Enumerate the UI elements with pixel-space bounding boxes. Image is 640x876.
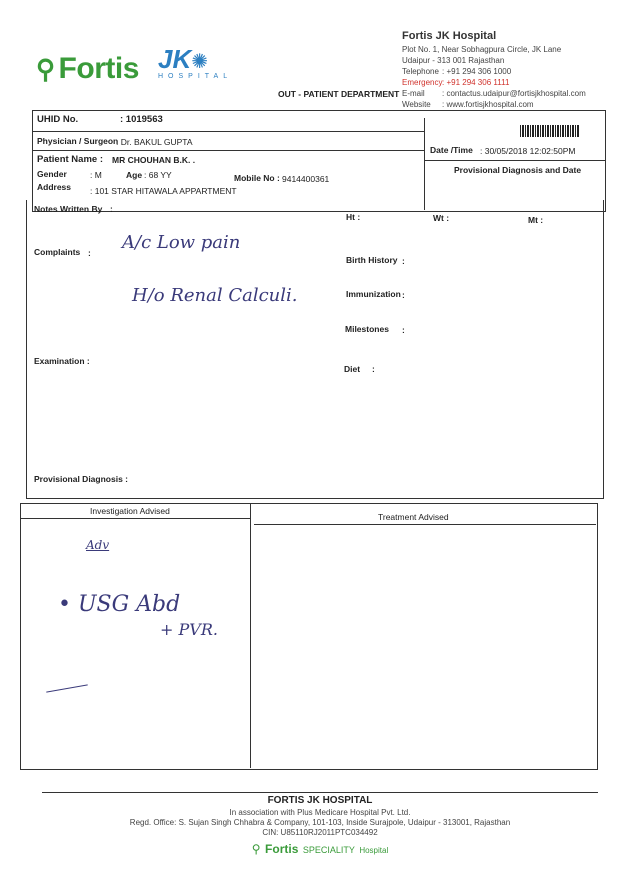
gender-value: : M	[90, 170, 102, 180]
complaints-label: Complaints	[34, 247, 81, 257]
address-line-1: Plot No. 1, Near Sobhagpura Circle, JK Lane	[402, 45, 562, 54]
uhid-label: UHID No.	[37, 114, 79, 125]
footer-brand: ⚲ Fortis SPECIALITY Hospital	[251, 842, 389, 856]
website-label: Website	[402, 100, 431, 109]
immunization-label: Immunization	[346, 289, 401, 299]
fortis-person-icon: ⚲	[36, 54, 55, 84]
email-label: E-mail	[402, 89, 425, 98]
emergency-label: Emergency	[402, 78, 443, 87]
weight-label: Wt :	[433, 213, 450, 223]
handwritten-pvr: + PVR.	[160, 620, 218, 639]
footer-title: FORTIS JK HOSPITAL	[267, 795, 373, 806]
address-line-2: Udaipur - 313 001 Rajasthan	[402, 56, 505, 65]
department-title: OUT - PATIENT DEPARTMENT	[278, 89, 400, 99]
website-value: : www.fortisjkhospital.com	[442, 100, 534, 109]
footer-line-3: CIN: U85110RJ2011PTC034492	[262, 828, 378, 837]
birth-history-label: Birth History	[346, 255, 398, 265]
footer-line-1: In association with Plus Medicare Hospital Pvt. Ltd.	[229, 808, 411, 817]
fortis-person-icon: ⚲	[251, 842, 261, 856]
provisional-diagnosis-date-label: Provisional Diagnosis and Date	[454, 165, 582, 175]
mobile-label: Mobile No :	[234, 173, 280, 183]
handwritten-complaint-2: H/o Renal Calculi.	[132, 285, 298, 306]
diet-label: Diet	[344, 364, 361, 374]
handwritten-adv: Adv	[86, 538, 110, 552]
address-value: : 101 STAR HITAWALA APPARTMENT	[90, 186, 237, 196]
age-label: Age	[126, 170, 143, 180]
jk-hospital-logo: JK✺ HOSPITAL	[158, 44, 233, 80]
fortis-logo: ⚲ Fortis	[36, 52, 139, 85]
age-value: : 68 YY	[144, 170, 172, 180]
telephone-value: : +91 294 306 1000	[442, 67, 512, 76]
datetime-value: : 30/05/2018 12:02:50PM	[480, 146, 576, 156]
gender-label: Gender	[37, 169, 67, 179]
patient-name-value: MR CHOUHAN B.K. .	[112, 155, 196, 165]
notes-written-by-label: Notes Written By	[34, 204, 103, 214]
hospital-name: Fortis JK Hospital	[402, 30, 497, 42]
physician-label: Physician / Surgeon	[37, 136, 119, 146]
provisional-diagnosis-label: Provisional Diagnosis :	[34, 474, 128, 484]
height-label: Ht :	[346, 212, 361, 222]
notes-box	[26, 200, 604, 499]
mobile-value: 9414400361	[282, 174, 330, 184]
milestones-label: Milestones	[345, 324, 389, 334]
uhid-value: : 1019563	[120, 114, 163, 125]
examination-label: Examination :	[34, 356, 90, 366]
handwritten-usg: • USG Abd	[58, 592, 181, 617]
patient-name-label: Patient Name :	[37, 154, 103, 165]
emergency-value: : +91 294 306 1111	[442, 78, 510, 87]
barcode-image	[520, 125, 580, 137]
handwritten-complaint-1: A/c Low pain	[122, 232, 241, 253]
treatment-advised-label: Treatment Advised	[378, 512, 449, 522]
telephone-label: Telephone	[402, 67, 439, 76]
investigation-advised-label: Investigation Advised	[90, 506, 170, 516]
datetime-label: Date /Time	[430, 145, 473, 155]
physician-value: : Dr. BAKUL GUPTA	[116, 137, 193, 147]
footer-line-2: Regd. Office: S. Sujan Singh Chhabra & Company, 101-103, Inside Surajpole, Udaipur - 313001, Rajasthan	[129, 818, 511, 827]
mt-label: Mt :	[528, 215, 544, 225]
email-value: : contactus.udaipur@fortisjkhospital.com	[442, 89, 586, 98]
jk-swirl-icon: ✺	[191, 51, 209, 73]
address-label: Address	[37, 182, 72, 192]
